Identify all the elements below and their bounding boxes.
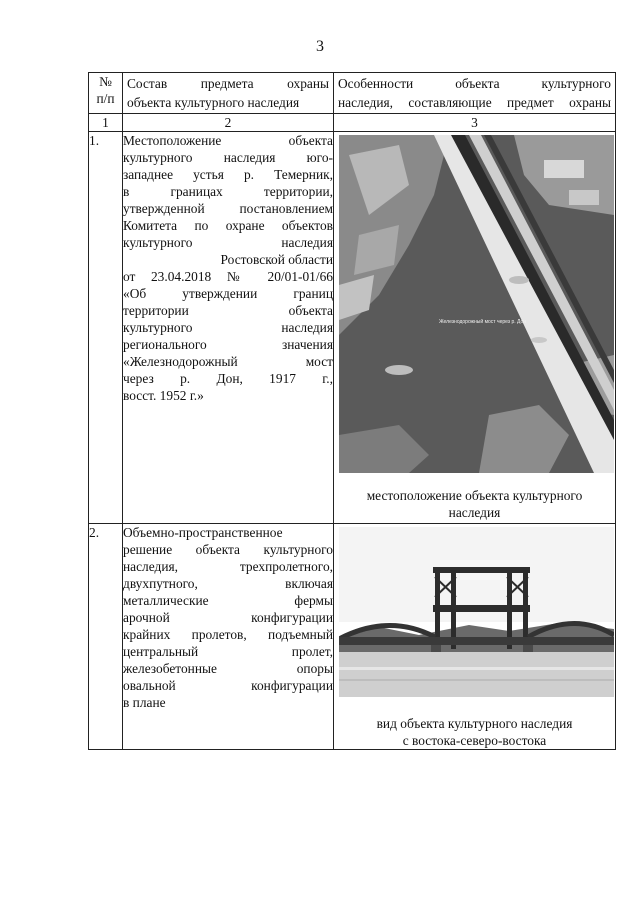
- heritage-table: [88, 72, 616, 750]
- header-features-line2: наследия, составляющие предмет охраны: [338, 95, 611, 110]
- aerial-map-image: [339, 135, 614, 473]
- page-number: 3: [316, 38, 324, 55]
- description-line: западнее устья р. Темерник,: [123, 167, 333, 182]
- description-line: в границах территории,: [123, 184, 333, 199]
- header-features-cell: [334, 73, 616, 114]
- description-line: территории объекта: [123, 303, 333, 318]
- header-composition-cell: [123, 73, 334, 114]
- row-description: [123, 524, 334, 750]
- description-line: металлические фермы: [123, 593, 333, 608]
- description-line: двухпутного, включая: [123, 576, 333, 591]
- description-line: через р. Дон, 1917 г.,: [123, 371, 333, 386]
- row-number: 2.: [89, 524, 123, 750]
- description-line: «Об утверждении границ: [123, 286, 333, 301]
- bridge-photo-image: [339, 527, 614, 697]
- description-line: центральный пролет,: [123, 644, 333, 659]
- map-caption-line1: местоположение объекта культурного: [366, 488, 583, 503]
- table-row: [89, 132, 616, 524]
- photo-caption-line2: с востока-северо-востока: [402, 733, 547, 748]
- header-features-line1: Особенности объекта культурного: [338, 76, 611, 91]
- description-line: культурного наследия юго-: [123, 150, 333, 165]
- photo-caption-line1: вид объекта культурного наследия: [376, 716, 573, 731]
- header-composition-line1: Состав предмета охраны: [127, 76, 329, 91]
- description-line: наследия, трехпролетного,: [123, 559, 333, 574]
- map-label: Железнодорожный мост через р. Дон: [439, 319, 527, 325]
- description-line: Местоположение объекта: [123, 133, 333, 148]
- row-description: [123, 132, 334, 524]
- description-line: «Железнодорожный мост: [123, 354, 333, 369]
- description-line: крайних пролетов, подъемный: [123, 627, 333, 642]
- description-line: культурного наследия: [123, 320, 333, 335]
- table-index-row: [89, 114, 616, 132]
- description-line: овальной конфигурации: [123, 678, 333, 693]
- description-line: Объемно-пространственное: [123, 525, 283, 540]
- header-num-line2: п/п: [96, 91, 115, 106]
- header-composition-line2: объекта культурного наследия: [127, 95, 300, 110]
- description-line: Комитета по охране объектов: [123, 218, 333, 233]
- header-num-cell: [89, 73, 123, 114]
- description-line: железобетонные опоры: [123, 661, 333, 676]
- table-row: [89, 524, 616, 750]
- index-cell-2: 2: [123, 114, 334, 132]
- row-number: 1.: [89, 132, 123, 524]
- table-header-row: [89, 73, 616, 114]
- description-line: решение объекта культурного: [123, 542, 333, 557]
- bridge-photo-cell: [334, 524, 616, 750]
- description-line: арочной конфигурации: [123, 610, 333, 625]
- description-line: в плане: [123, 695, 166, 710]
- description-line: Ростовской области: [220, 252, 333, 267]
- index-cell-3: 3: [334, 114, 616, 132]
- description-line: культурного наследия: [123, 235, 333, 250]
- map-caption-line2: наследия: [448, 505, 501, 520]
- description-line: от 23.04.2018 № 20/01-01/66: [123, 269, 333, 284]
- index-cell-1: 1: [89, 114, 123, 132]
- description-line: регионального значения: [123, 337, 333, 352]
- description-line: утвержденной постановлением: [123, 201, 333, 216]
- header-num-line1: №: [99, 74, 112, 89]
- map-cell: [334, 132, 616, 524]
- description-line: восст. 1952 г.»: [123, 388, 204, 403]
